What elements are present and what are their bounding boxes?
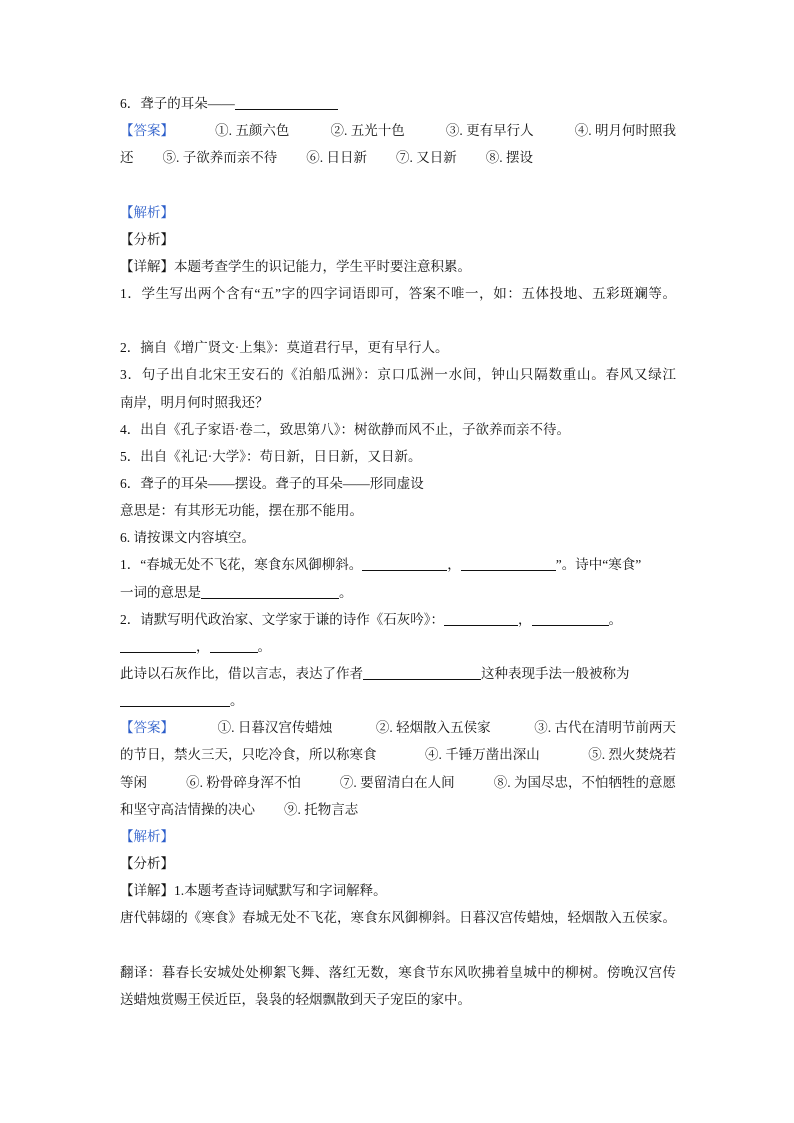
answer-row (120, 741, 676, 768)
fill-blank (362, 570, 447, 571)
xiangjie-intro (120, 253, 676, 280)
xiangjie-line: 5．出自《礼记·大学》：苟日新，日日新，又日新。 (120, 448, 422, 464)
xiangjie-line: 送蜡烛赏赐王侯近臣，袅袅的轻烟飘散到天子宠臣的家中。 (120, 991, 471, 1007)
xiangjie-line: 2．摘自《增广贤文·上集》：莫道君行早，更有早行人。 (120, 340, 449, 356)
xiangjie-line: 3．句子出自北宋王安石的《泊船瓜洲》：京口瓜洲一水间，钟山只隔数重山。春风又绿江 (120, 367, 676, 383)
answer-row (120, 117, 676, 144)
fenxi-label: 【分析】 (120, 855, 174, 871)
question-text: 1．“春城无处不飞花，寒食东风御柳斜。 (120, 557, 363, 573)
question-part-1 (120, 551, 676, 578)
answer-item: ⑧. 为国尽忠，不怕牺牲的意愿 (493, 774, 676, 790)
answer-item: ⑦. 又日新 (396, 150, 457, 166)
answer-item: 还 (120, 150, 134, 166)
answer-item: ⑤. 烈火焚烧若 (588, 747, 676, 763)
answer-label: 【答案】 (120, 123, 174, 139)
xiangjie-line: 翻译：暮春长安城处处柳絮飞舞、落红无数，寒食节东风吹拂着皇城中的柳树。傍晚汉宫传 (120, 964, 676, 980)
fill-blank (461, 570, 556, 571)
answer-row (120, 714, 676, 741)
fill-blank (201, 598, 339, 599)
xiangjie-line: 南岸，明月何时照我还？ (120, 394, 269, 410)
answer-item: ③. 古代在清明节前两天 (534, 720, 676, 736)
fill-blank (444, 625, 518, 626)
punctuation: 。 (339, 584, 353, 600)
answer-row (120, 796, 676, 823)
fill-blank (235, 109, 338, 110)
xiangjie-label: 【详解】 (120, 258, 174, 274)
punctuation: ， (518, 611, 532, 627)
question-part-1-cont (120, 579, 676, 606)
answer-item: ④. 明月何时照我 (574, 123, 676, 139)
question-prompt: 6．聋子的耳朵—— (120, 96, 235, 111)
xiangjie-intro (120, 877, 676, 904)
answer-item: 的节日，禁火三天，只吃冷食，所以称寒食 (120, 747, 377, 763)
jiexi-label: 【解析】 (120, 204, 174, 220)
punctuation: ， (447, 557, 461, 573)
xiangjie-line: 唐代韩翃的《寒食》春城无处不飞花，寒食东风御柳斜。日暮汉宫传蜡烛，轻烟散入五侯家。 (120, 910, 676, 926)
xiangjie-line: 意思是：有其形无功能，摆在那不能用。 (120, 503, 363, 519)
xiangjie-line: 1．学生写出两个含有“五”字的四字词语即可，答案不唯一，如：五体投地、五彩斑斓等。 (120, 285, 676, 301)
punctuation: ， (196, 638, 210, 654)
fill-blank (120, 706, 230, 707)
answer-item: ②. 五光十色 (330, 123, 405, 139)
answer-label: 【答案】 (120, 720, 174, 736)
answer-item: ①. 日暮汉宫传蜡烛 (217, 720, 333, 736)
answer-item: 和坚守高洁情操的决心 (120, 801, 255, 817)
document-body (120, 90, 676, 1013)
punctuation: 。 (230, 693, 244, 709)
answer-item: 等闲 (120, 774, 147, 790)
fenxi-label: 【分析】 (120, 231, 174, 247)
xiangjie-line: 4．出自《孔子家语·卷二，致思第八》：树欲静而风不止，子欲养而亲不待。 (120, 421, 570, 437)
fill-blank (210, 652, 258, 653)
punctuation: 。 (608, 611, 622, 627)
answer-item: ⑨. 托物言志 (284, 801, 359, 817)
answer-item: ⑥. 粉骨碎身浑不怕 (186, 774, 301, 790)
answer-item: ⑧. 摆设 (485, 150, 533, 166)
question-text: ”。诗中“寒食” (555, 557, 642, 573)
answer-item: ①. 五颜六色 (215, 123, 290, 139)
answer-item: ③. 更有早行人 (445, 123, 534, 139)
fill-blank (120, 652, 196, 653)
answer-item: ②. 轻烟散入五侯家 (375, 720, 491, 736)
jiexi-label: 【解析】 (120, 828, 174, 844)
answer-item: ⑦. 要留清白在人间 (339, 774, 455, 790)
blank-line (120, 171, 676, 198)
punctuation: 。 (257, 638, 271, 654)
question-text: 2．请默写明代政治家、文学家于谦的诗作《石灰吟》： (120, 611, 444, 627)
fill-blank (532, 625, 609, 626)
question-text: 此诗以石灰作比，借以言志，表达了作者 (120, 665, 363, 681)
question-part-2-cont (120, 660, 676, 687)
question-text: 一词的意思是 (120, 584, 201, 600)
xiangjie-line: 6．聋子的耳朵——摆设。聋子的耳朵——形同虚设 (120, 475, 424, 491)
answer-item: ⑥. 日日新 (306, 150, 367, 166)
question-title: 6. 请按课文内容填空。 (120, 530, 255, 546)
xiangjie-text: 本题考查学生的识记能力，学生平时要注意积累。 (174, 258, 471, 274)
xiangjie-text: 1.本题考查诗词赋默写和字词解释。 (174, 883, 387, 899)
question-part-2-cont (120, 633, 676, 660)
answer-row (120, 769, 676, 796)
blank-line (120, 307, 676, 334)
question-text: 这种表现手法一般被称为 (481, 665, 630, 681)
answer-item: ⑤. 子欲养而亲不待 (162, 150, 278, 166)
blank-line (120, 931, 676, 958)
answer-row (120, 144, 676, 171)
xiangjie-label: 【详解】 (120, 883, 174, 899)
question-item (120, 90, 676, 117)
question-part-2 (120, 606, 676, 633)
answer-item: ④. 千锤万凿出深山 (425, 747, 540, 763)
fill-blank (363, 679, 481, 680)
question-part-2-cont (120, 687, 676, 714)
